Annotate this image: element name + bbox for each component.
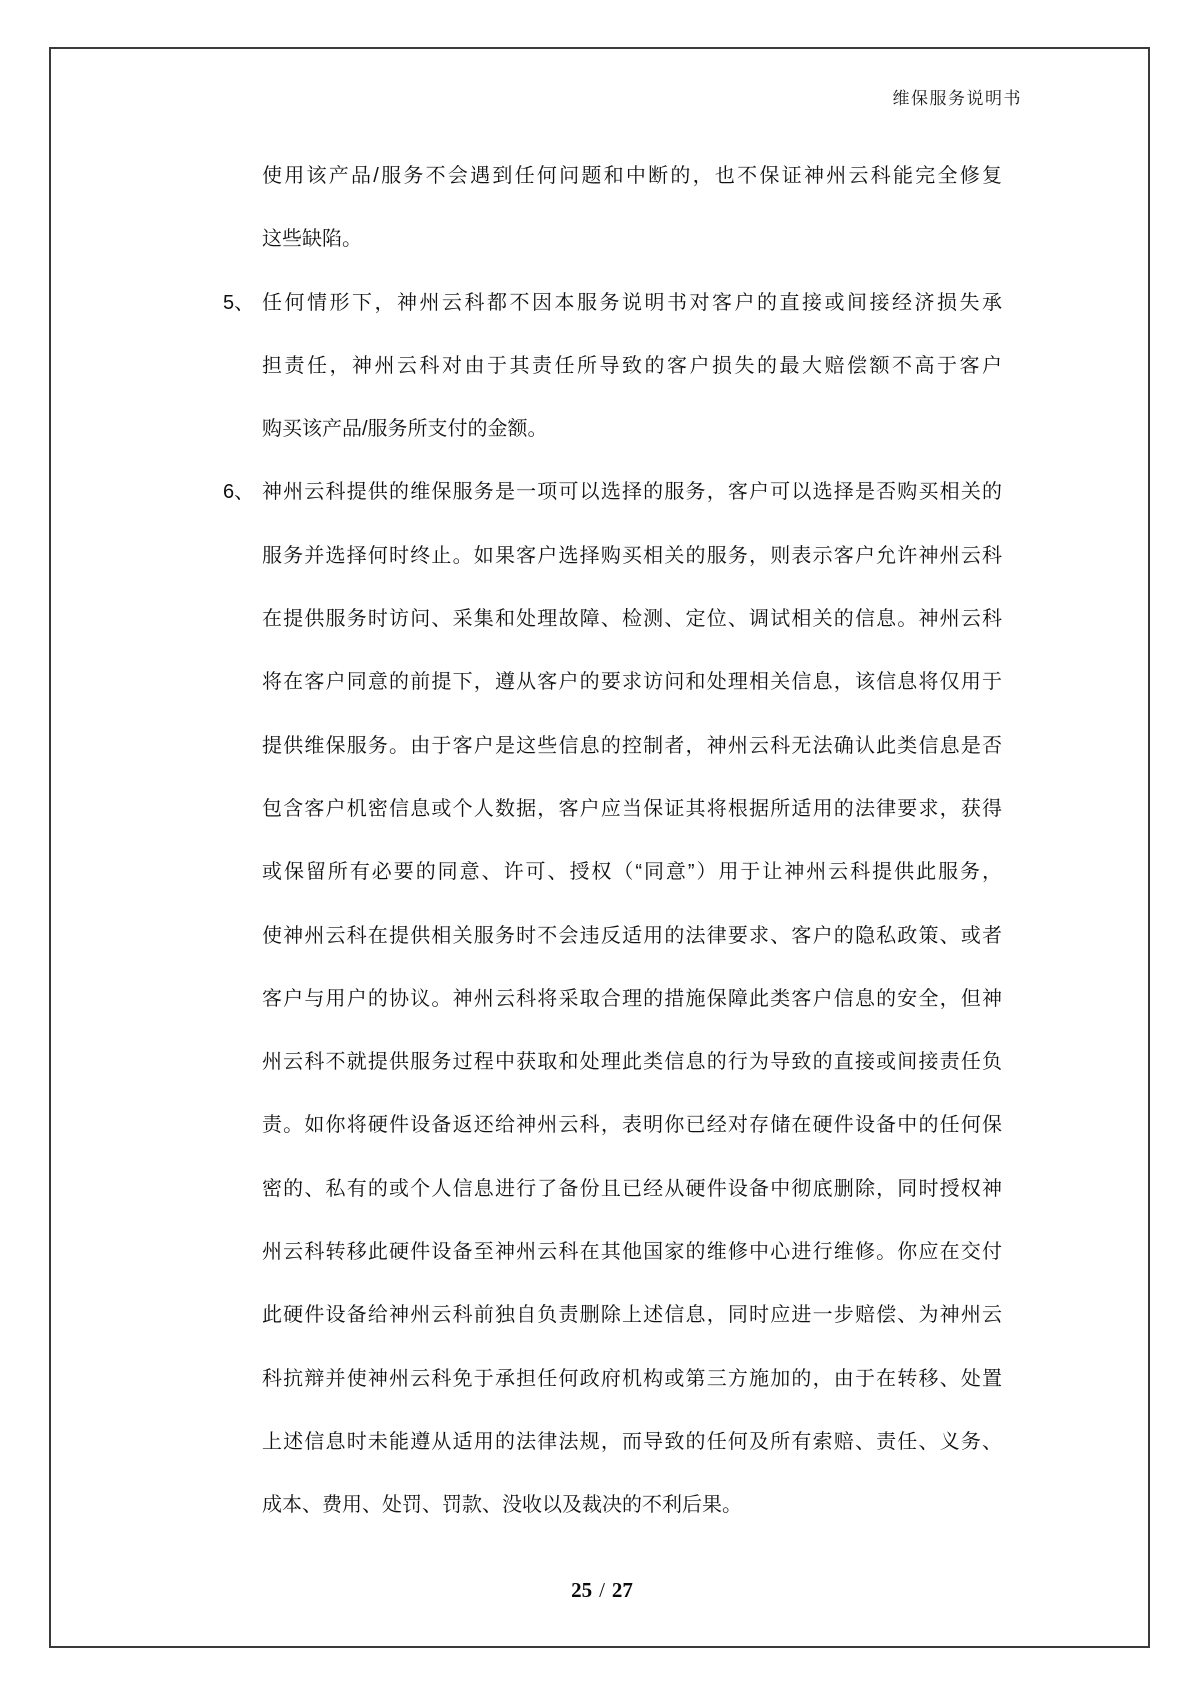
- header-title: 维保服务说明书: [892, 89, 1022, 108]
- text-line: 上述信息时未能遵从适用的法律法规，而导致的任何及所有索赔、责任、义务、: [262, 1430, 1002, 1453]
- list-item-5: [223, 272, 1002, 462]
- item-number: 6、: [223, 481, 255, 504]
- text-line: 服务并选择何时终止。如果客户选择购买相关的服务，则表示客户允许神州云科: [262, 544, 1002, 567]
- item-number: 5、: [223, 291, 255, 314]
- text-line: 州云科转移此硬件设备至神州云科在其他国家的维修中心进行维修。你应在交付: [262, 1241, 1002, 1264]
- document-body: [223, 145, 1002, 1538]
- text-line: 客户与用户的协议。神州云科将采取合理的措施保障此类客户信息的安全，但神: [262, 987, 1002, 1010]
- text-line: 购买该产品/服务所支付的金额。: [262, 418, 548, 441]
- text-line: 在提供服务时访问、采集和处理故障、检测、定位、调试相关的信息。神州云科: [262, 608, 1002, 631]
- paragraph-continuation: [262, 145, 1002, 272]
- text-line: 或保留所有必要的同意、许可、授权（“同意”）用于让神州云科提供此服务，: [262, 861, 1002, 884]
- text-line: 担责任，神州云科对由于其责任所导致的客户损失的最大赔偿额不高于客户: [262, 354, 1002, 377]
- text-line: 将在客户同意的前提下，遵从客户的要求访问和处理相关信息，该信息将仅用于: [262, 671, 1002, 694]
- text-line: 这些缺陷。: [262, 228, 362, 251]
- text-line: 使神州云科在提供相关服务时不会违反适用的法律要求、客户的隐私政策、或者: [262, 924, 1002, 947]
- text-line: 任何情形下，神州云科都不因本服务说明书对客户的直接或间接经济损失承: [262, 291, 1002, 314]
- text-line: 使用该产品/服务不会遇到任何问题和中断的，也不保证神州云科能完全修复: [262, 165, 1002, 187]
- text-line: 神州云科提供的维保服务是一项可以选择的服务，客户可以选择是否购买相关的: [262, 481, 1002, 504]
- page-number-current: 25: [571, 1578, 593, 1602]
- text-line: 密的、私有的或个人信息进行了备份且已经从硬件设备中彻底删除，同时授权神: [262, 1177, 1002, 1200]
- text-line: 成本、费用、处罚、罚款、没收以及裁决的不利后果。: [262, 1494, 742, 1517]
- text-line: 包含客户机密信息或个人数据，客户应当保证其将根据所适用的法律要求，获得: [262, 797, 1002, 820]
- page-number-separator: /: [599, 1578, 605, 1602]
- text-line: 州云科不就提供服务过程中获取和处理此类信息的行为导致的直接或间接责任负: [262, 1051, 1002, 1074]
- page-number-total: 27: [611, 1578, 633, 1602]
- text-line: 科抗辩并使神州云科免于承担任何政府机构或第三方施加的，由于在转移、处置: [262, 1367, 1002, 1390]
- text-line: 责。如你将硬件设备返还给神州云科，表明你已经对存储在硬件设备中的任何保: [262, 1114, 1002, 1137]
- text-line: 提供维保服务。由于客户是这些信息的控制者，神州云科无法确认此类信息是否: [262, 734, 1002, 757]
- text-line: 此硬件设备给神州云科前独自负责删除上述信息，同时应进一步赔偿、为神州云: [262, 1304, 1002, 1327]
- list-item-6: [223, 461, 1002, 1537]
- page-footer: [0, 1578, 1200, 1603]
